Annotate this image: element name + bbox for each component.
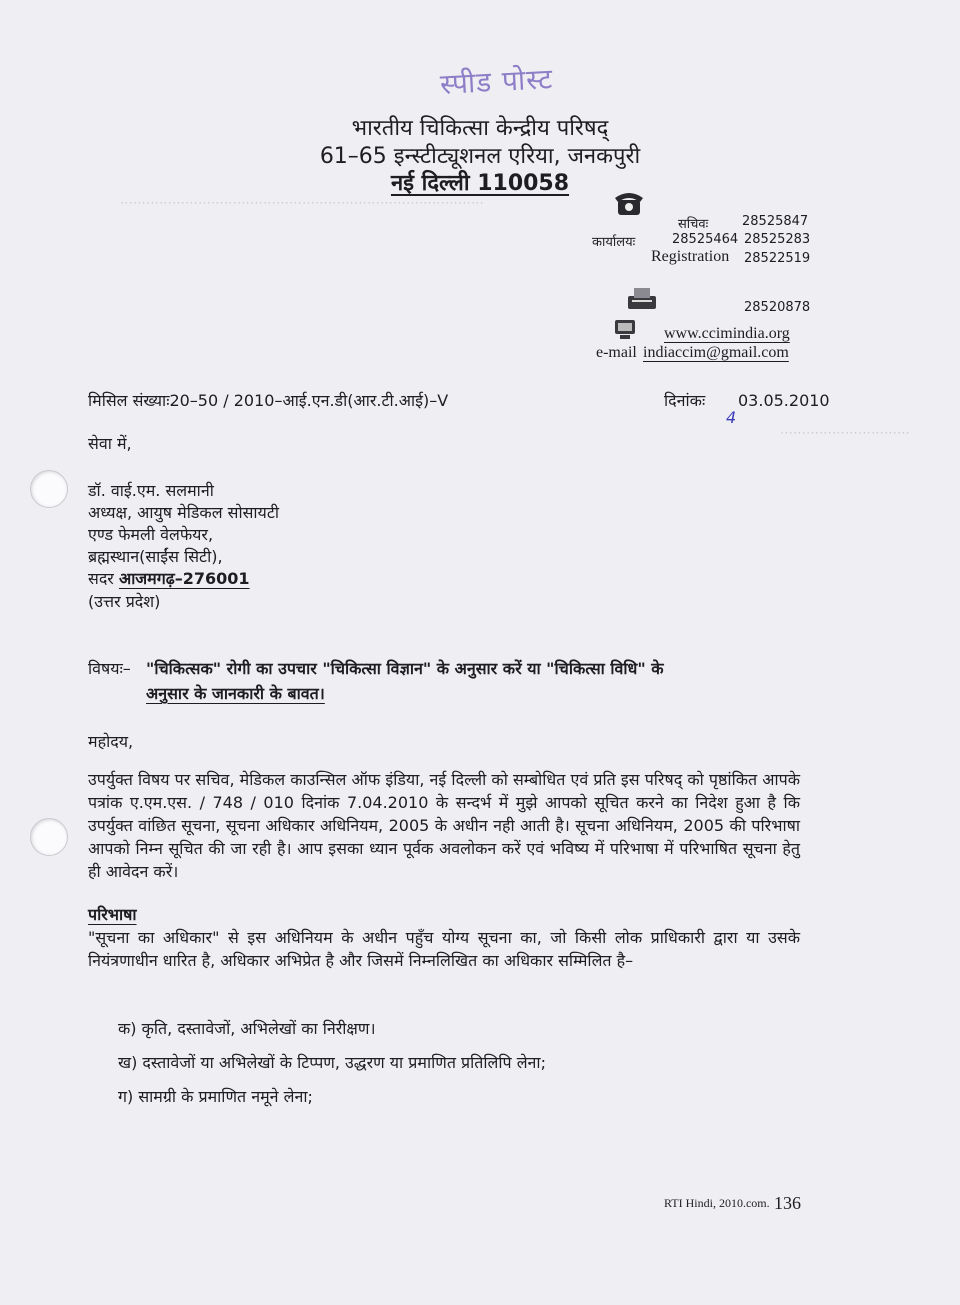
recipient-designation: अध्यक्ष, आयुष मेडिकल सोसायटी (88, 503, 280, 522)
date-label: दिनांकः (664, 391, 706, 410)
definition-item-1: क) कृति, दस्तावेजों, अभिलेखों का निरीक्षण। (118, 1019, 376, 1038)
city-prefix: सदर (88, 569, 114, 588)
footer-source: RTI Hindi, 2010.com. (664, 1196, 770, 1210)
telephone-icon (612, 188, 646, 218)
page-number: 136 (774, 1193, 801, 1213)
computer-icon (612, 318, 638, 342)
recipient-org: एण्ड फेमली वेलफेयर, (88, 525, 214, 544)
subject-line-2: अनुसार के जानकारी के बावत। (146, 684, 325, 703)
definition-heading: परिभाषा (88, 905, 137, 924)
subject-line-1: "चिकित्सक" रोगी का उपचार "चिकित्सा विज्ञान" के अनुसार करें या "चिकित्सा विधि" के (146, 659, 664, 678)
org-name: भारतीय चिकित्सा केन्द्रीय परिषद् (351, 116, 609, 141)
punch-hole (30, 818, 68, 856)
handwritten-mark: 4 (726, 408, 737, 427)
greeting: महोदय, (88, 732, 134, 751)
fax-number: 28520878 (744, 300, 811, 315)
bleed-through-text: ⋯⋯⋯⋯⋯⋯⋯⋯⋯⋯⋯⋯⋯⋯⋯⋯⋯⋯⋯⋯⋯⋯⋯⋯⋯⋯⋯⋯ (120, 196, 484, 211)
office-label: कार्यालयः (592, 235, 636, 250)
office-phone-1: 28525464 (672, 232, 739, 247)
recipient-name: डॉ. वाई.एम. सलमानी (88, 481, 214, 500)
recipient-city-line (88, 567, 250, 590)
subject-label: विषयः– (88, 659, 131, 678)
file-number: मिसिल संख्याः20–50 / 2010–आई.एन.डी(आर.टी.आई)–V (88, 391, 449, 410)
email-link[interactable]: indiaccim@gmail.com (643, 344, 789, 361)
registration-label: Registration (651, 248, 730, 265)
recipient-city: आजमगढ़–276001 (118, 569, 250, 588)
date-value: 03.05.2010 (738, 391, 830, 410)
org-address: 61–65 इन्स्टीट्यूशनल एरिया, जनकपुरी (319, 144, 641, 169)
speed-post-stamp: स्पीड पोस्ट (439, 62, 554, 101)
email-label: e-mail (596, 344, 637, 361)
punch-hole (30, 470, 68, 508)
definition-item-3: ग) सामग्री के प्रमाणित नमूने लेना; (118, 1087, 313, 1106)
office-phone-2: 28525283 (744, 232, 811, 247)
body-paragraph: उपर्युक्त विषय पर सचिव, मेडिकल काउन्सिल ऑफ इंडिया, नई दिल्ली को सम्बोधित एवं प्रति इस परिषद् को पृष्ठांकित आपके पत्रांक ए.एम.एस. / 748 / 010 दिनांक 7.04.2010 के सन्दर्भ में मुझे आपको सूचित करने का निदेश हुआ है कि उपर्युक्त वांछित सूचना, सूचना अधिकार अधिनियम, 2005 के अधीन नही आती है। सूचना अधिनियम, 2005 की परिभाषा आपको निम्न सूचित की जा रही है। आप इसका ध्यान पूर्वक अवलोकन करें एवं भविष्य में परिभाषा में परिभाषित सूचना हेतु ही आवेदन करें। (88, 770, 800, 881)
fax-icon (626, 286, 658, 312)
registration-phone: 28522519 (744, 251, 811, 266)
recipient-state: (उत्तर प्रदेश) (88, 592, 161, 611)
definition-item-2: ख) दस्तावेजों या अभिलेखों के टिप्पण, उद्धरण या प्रमाणित प्रतिलिपि लेना; (118, 1053, 546, 1072)
to-salutation: सेवा में, (88, 434, 132, 453)
definition-text: "सूचना का अधिकार" से इस अधिनियम के अधीन पहुँच योग्य सूचना का, जो किसी लोक प्राधिकारी द्वारा या उसके नियंत्रणाधीन धारित है, अधिकार अभिप्रेत है और जिसमें निम्नलिखित का अधिकार सम्मिलित है– (88, 928, 800, 970)
org-city: नई दिल्ली 110058 (390, 171, 570, 196)
secretary-label: सचिवः (678, 217, 709, 232)
recipient-locality: ब्रह्मस्थान(साईंस सिटी), (88, 547, 223, 566)
secretary-phone: 28525847 (742, 214, 809, 229)
website-link[interactable]: www.ccimindia.org (664, 325, 790, 342)
bleed-through-text: ⋯⋯⋯⋯⋯⋯⋯⋯⋯⋯ (780, 426, 910, 441)
